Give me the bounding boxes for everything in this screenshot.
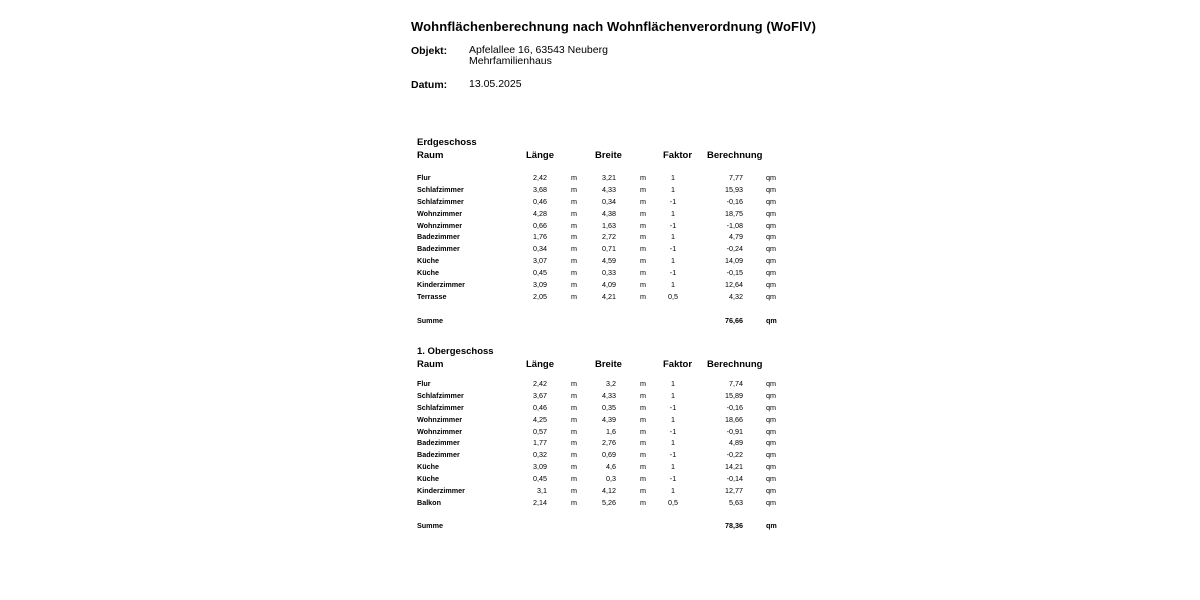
width-unit: m [640, 486, 646, 496]
width-unit: m [640, 280, 646, 290]
area-unit: qm [766, 474, 776, 484]
width-unit: m [640, 414, 646, 424]
width-value: 0,69 [602, 450, 616, 460]
length-unit: m [571, 414, 577, 424]
area-unit: qm [766, 379, 776, 388]
result-value: 18,66 [725, 414, 743, 424]
width-unit: m [640, 268, 646, 278]
result-value: 12,77 [725, 486, 743, 496]
room-name: Küche [417, 256, 439, 266]
width-value: 4,6 [606, 462, 616, 472]
area-unit: qm [766, 462, 776, 472]
width-value: 1,6 [606, 426, 616, 436]
area-unit: qm [766, 390, 776, 400]
width-unit: m [640, 196, 646, 206]
width-value: 2,76 [602, 438, 616, 448]
length-unit: m [571, 256, 577, 266]
area-unit: qm [766, 280, 776, 290]
width-value: 3,21 [602, 173, 616, 182]
factor-value: 1 [671, 390, 675, 400]
header-length: Länge [526, 359, 554, 370]
table-row [417, 427, 797, 439]
result-value: 5,63 [729, 497, 743, 507]
width-value: 4,21 [602, 291, 616, 301]
room-name: Schlafzimmer [417, 390, 464, 400]
length-unit: m [571, 280, 577, 290]
factor-value: 0,5 [668, 497, 678, 507]
result-value: 14,21 [725, 462, 743, 472]
width-value: 2,72 [602, 232, 616, 242]
result-value: -0,91 [726, 426, 743, 436]
length-value: 1,76 [533, 232, 547, 242]
room-rows [417, 173, 797, 304]
length-value: 3,68 [533, 184, 547, 194]
factor-value: -1 [669, 450, 677, 460]
length-unit: m [571, 208, 577, 218]
table-row [417, 379, 797, 391]
width-unit: m [640, 291, 646, 301]
length-unit: m [571, 426, 577, 436]
result-value: -0,14 [726, 474, 743, 484]
room-name: Schlafzimmer [417, 196, 464, 206]
sum-row [417, 316, 797, 328]
width-value: 4,33 [602, 184, 616, 194]
length-value: 0,32 [533, 450, 547, 460]
area-unit: qm [766, 208, 776, 218]
factor-value: 1 [671, 173, 675, 182]
factor-value: 1 [671, 208, 675, 218]
length-unit: m [571, 390, 577, 400]
sum-label: Summe [417, 316, 443, 325]
object-address: Apfelallee 16, 63543 Neuberg [469, 44, 608, 56]
result-value: 4,89 [729, 438, 743, 448]
header-width: Breite [595, 359, 622, 370]
room-name: Badezimmer [417, 232, 460, 242]
room-name: Küche [417, 474, 439, 484]
table-row [417, 462, 797, 474]
table-row [417, 221, 797, 233]
table-row [417, 268, 797, 280]
result-value: -0,16 [726, 402, 743, 412]
sum-value: 78,36 [725, 521, 743, 530]
length-value: 0,45 [533, 268, 547, 278]
width-unit: m [640, 379, 646, 388]
factor-value: 1 [671, 280, 675, 290]
width-unit: m [640, 438, 646, 448]
length-value: 4,28 [533, 208, 547, 218]
header-calc: Berechnung [707, 150, 763, 161]
length-unit: m [571, 268, 577, 278]
width-unit: m [640, 426, 646, 436]
length-unit: m [571, 474, 577, 484]
result-value: 7,77 [729, 173, 743, 182]
length-value: 1,77 [533, 438, 547, 448]
area-unit: qm [766, 402, 776, 412]
table-row [417, 474, 797, 486]
width-value: 4,59 [602, 256, 616, 266]
result-value: 4,79 [729, 232, 743, 242]
length-unit: m [571, 232, 577, 242]
result-value: 15,93 [725, 184, 743, 194]
length-unit: m [571, 291, 577, 301]
length-unit: m [571, 462, 577, 472]
area-unit: qm [766, 173, 776, 182]
length-value: 2,05 [533, 291, 547, 301]
width-unit: m [640, 220, 646, 230]
room-name: Badezimmer [417, 450, 460, 460]
width-unit: m [640, 184, 646, 194]
table-row [417, 173, 797, 185]
width-value: 0,35 [602, 402, 616, 412]
width-unit: m [640, 402, 646, 412]
header-length: Länge [526, 150, 554, 161]
area-unit: qm [766, 184, 776, 194]
length-value: 0,57 [533, 426, 547, 436]
width-unit: m [640, 173, 646, 182]
length-unit: m [571, 184, 577, 194]
room-name: Wohnzimmer [417, 220, 462, 230]
area-unit: qm [766, 220, 776, 230]
width-value: 4,09 [602, 280, 616, 290]
result-value: -0,24 [726, 244, 743, 254]
result-value: -1,08 [726, 220, 743, 230]
width-unit: m [640, 208, 646, 218]
factor-value: -1 [669, 268, 677, 278]
area-unit: qm [766, 232, 776, 242]
table-row [417, 185, 797, 197]
room-name: Schlafzimmer [417, 402, 464, 412]
area-unit: qm [766, 414, 776, 424]
length-value: 3,07 [533, 256, 547, 266]
length-unit: m [571, 173, 577, 182]
room-rows [417, 379, 797, 510]
header-calc: Berechnung [707, 359, 763, 370]
section-title: 1. Obergeschoss [417, 346, 494, 357]
area-unit: qm [766, 268, 776, 278]
length-value: 0,46 [533, 402, 547, 412]
width-value: 0,71 [602, 244, 616, 254]
area-unit: qm [766, 256, 776, 266]
room-name: Wohnzimmer [417, 414, 462, 424]
room-name: Badezimmer [417, 244, 460, 254]
room-name: Schlafzimmer [417, 184, 464, 194]
document-title: Wohnflächenberechnung nach Wohnflächenverordnung (WoFlV) [411, 19, 816, 34]
room-name: Balkon [417, 497, 441, 507]
length-unit: m [571, 196, 577, 206]
width-value: 4,38 [602, 208, 616, 218]
width-unit: m [640, 462, 646, 472]
factor-value: 1 [671, 184, 675, 194]
length-unit: m [571, 379, 577, 388]
room-name: Küche [417, 462, 439, 472]
sum-label: Summe [417, 521, 443, 530]
area-unit: qm [766, 450, 776, 460]
table-row [417, 450, 797, 462]
result-value: 4,32 [729, 291, 743, 301]
section-title: Erdgeschoss [417, 137, 477, 148]
width-value: 3,2 [606, 379, 616, 388]
table-row [417, 292, 797, 304]
result-value: 7,74 [729, 379, 743, 388]
length-unit: m [571, 244, 577, 254]
table-row [417, 391, 797, 403]
object-label: Objekt: [411, 45, 448, 57]
width-value: 4,12 [602, 486, 616, 496]
factor-value: -1 [669, 244, 677, 254]
factor-value: 0,5 [668, 291, 678, 301]
factor-value: -1 [669, 426, 677, 436]
width-value: 5,26 [602, 497, 616, 507]
width-unit: m [640, 497, 646, 507]
result-value: -0,16 [726, 196, 743, 206]
length-value: 0,66 [533, 220, 547, 230]
room-name: Kinderzimmer [417, 280, 465, 290]
factor-value: 1 [671, 414, 675, 424]
width-unit: m [640, 256, 646, 266]
length-value: 0,45 [533, 474, 547, 484]
sum-unit: qm [766, 521, 777, 530]
room-name: Flur [417, 379, 431, 388]
result-value: 12,64 [725, 280, 743, 290]
date-label: Datum: [411, 79, 448, 91]
factor-value: -1 [669, 196, 677, 206]
table-row [417, 438, 797, 450]
area-unit: qm [766, 291, 776, 301]
width-value: 0,34 [602, 196, 616, 206]
width-unit: m [640, 450, 646, 460]
table-row [417, 244, 797, 256]
width-value: 4,39 [602, 414, 616, 424]
sum-value: 76,66 [725, 316, 743, 325]
header-width: Breite [595, 150, 622, 161]
room-name: Badezimmer [417, 438, 460, 448]
table-row [417, 486, 797, 498]
table-row [417, 256, 797, 268]
length-unit: m [571, 438, 577, 448]
room-name: Wohnzimmer [417, 426, 462, 436]
room-name: Terrasse [417, 291, 447, 301]
length-unit: m [571, 486, 577, 496]
length-unit: m [571, 450, 577, 460]
header-factor: Faktor [663, 150, 693, 161]
factor-value: 1 [671, 462, 675, 472]
room-name: Flur [417, 173, 431, 182]
length-value: 2,42 [533, 379, 547, 388]
table-row [417, 498, 797, 510]
length-value: 3,67 [533, 390, 547, 400]
date-value: 13.05.2025 [469, 78, 522, 90]
length-value: 4,25 [533, 414, 547, 424]
length-value: 0,46 [533, 196, 547, 206]
area-unit: qm [766, 438, 776, 448]
factor-value: -1 [669, 474, 677, 484]
result-value: 15,89 [725, 390, 743, 400]
factor-value: 1 [671, 438, 675, 448]
length-value: 3,09 [533, 462, 547, 472]
area-unit: qm [766, 426, 776, 436]
length-value: 2,42 [533, 173, 547, 182]
object-type: Mehrfamilienhaus [469, 55, 552, 67]
area-unit: qm [766, 244, 776, 254]
width-unit: m [640, 390, 646, 400]
length-value: 2,14 [533, 497, 547, 507]
factor-value: 1 [671, 256, 675, 266]
header-factor: Faktor [663, 359, 693, 370]
factor-value: 1 [671, 486, 675, 496]
sum-row [417, 521, 797, 533]
result-value: 18,75 [725, 208, 743, 218]
length-value: 3,1 [537, 486, 547, 496]
length-value: 3,09 [533, 280, 547, 290]
room-name: Kinderzimmer [417, 486, 465, 496]
table-row [417, 209, 797, 221]
result-value: -0,15 [726, 268, 743, 278]
sum-unit: qm [766, 316, 777, 325]
length-unit: m [571, 497, 577, 507]
width-value: 0,3 [606, 474, 616, 484]
width-unit: m [640, 232, 646, 242]
area-unit: qm [766, 486, 776, 496]
room-name: Wohnzimmer [417, 208, 462, 218]
area-unit: qm [766, 196, 776, 206]
width-value: 0,33 [602, 268, 616, 278]
length-unit: m [571, 402, 577, 412]
factor-value: 1 [671, 379, 675, 388]
table-row [417, 232, 797, 244]
area-unit: qm [766, 497, 776, 507]
result-value: -0,22 [726, 450, 743, 460]
length-value: 0,34 [533, 244, 547, 254]
table-row [417, 197, 797, 209]
header-room: Raum [417, 359, 444, 370]
factor-value: -1 [669, 402, 677, 412]
factor-value: 1 [671, 232, 675, 242]
width-unit: m [640, 244, 646, 254]
width-value: 4,33 [602, 390, 616, 400]
factor-value: -1 [669, 220, 677, 230]
table-row [417, 415, 797, 427]
width-value: 1,63 [602, 220, 616, 230]
result-value: 14,09 [725, 256, 743, 266]
table-row [417, 280, 797, 292]
room-name: Küche [417, 268, 439, 278]
length-unit: m [571, 220, 577, 230]
table-row [417, 403, 797, 415]
width-unit: m [640, 474, 646, 484]
header-room: Raum [417, 150, 444, 161]
